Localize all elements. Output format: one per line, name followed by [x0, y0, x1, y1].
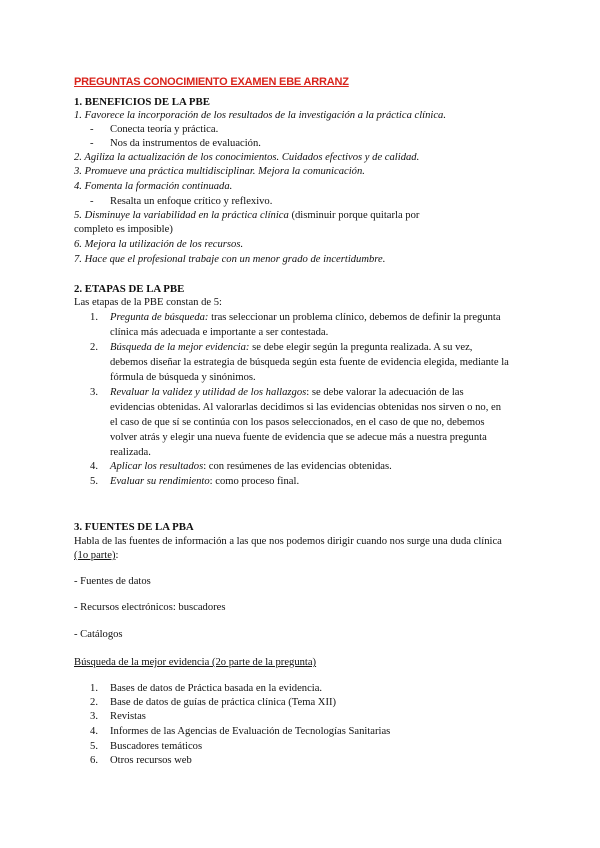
- benefit-5-note: (disminuir porque quitarla por: [288, 210, 420, 221]
- list-number: 2.: [90, 697, 98, 708]
- section1-heading: 1. BENEFICIOS DE LA PBE: [74, 96, 210, 108]
- stage-2-cont: debemos diseñar la estrategia de búsqueda según esta fuente de evidencia elegida, mediante la: [110, 357, 509, 368]
- benefit-5: [74, 209, 419, 223]
- benefit-1a: Conecta teoría y práctica.: [110, 124, 219, 135]
- list-number: 4.: [90, 461, 98, 472]
- list-number: 5.: [90, 476, 98, 487]
- section3-intro: Habla de las fuentes de información a las que nos podemos dirigir cuando nos surge una duda clínica: [74, 536, 502, 547]
- source-item: - Fuentes de datos: [74, 576, 151, 587]
- benefit-3: 3. Promueve una práctica multidisciplinar. Mejora la comunicación.: [74, 166, 365, 177]
- list-number: 2.: [90, 342, 98, 353]
- stage-2-cont: fórmula de búsqueda y sinónimos.: [110, 372, 256, 383]
- list-number: 4.: [90, 726, 98, 737]
- list-number: 1.: [90, 683, 98, 694]
- list-number: 5.: [90, 741, 98, 752]
- evidence-item: Revistas: [110, 711, 146, 722]
- evidence-item: Informes de las Agencias de Evaluación de Tecnologías Sanitarias: [110, 726, 391, 737]
- list-number: 3.: [90, 387, 98, 398]
- stage-2-title: Búsqueda de la mejor evidencia:: [110, 342, 250, 353]
- stage-3-text: : se debe valorar la adecuación de las: [306, 387, 464, 398]
- list-number: 1.: [90, 312, 98, 323]
- evidence-item: Otros recursos web: [110, 755, 192, 766]
- dash-bullet: -: [90, 138, 94, 149]
- stage-5-text: : como proceso final.: [209, 476, 300, 487]
- list-number: 3.: [90, 711, 98, 722]
- stage-4-title: Aplicar los resultados: [110, 461, 204, 472]
- benefit-5-cont: completo es imposible): [74, 224, 173, 235]
- dash-bullet: -: [90, 124, 94, 135]
- evidence-item: Base de datos de guías de práctica clínica (Tema XII): [110, 697, 337, 708]
- stage-1-cont: clínica más adecuada e importante a ser contestada.: [110, 327, 329, 338]
- benefit-4a: Resalta un enfoque crítico y reflexivo.: [110, 196, 273, 207]
- stage-3-cont: volver atrás y elegir una nueva fuente de evidencia que se adecue más a nuestra pregunta: [110, 432, 487, 443]
- benefit-7: 7. Hace que el profesional trabaje con un menor grado de incertidumbre.: [74, 254, 386, 265]
- benefit-5-italic: 5. Disminuye la variabilidad en la práctica clínica: [74, 210, 289, 221]
- subheading-best-evidence: Búsqueda de la mejor evidencia (2o parte de la pregunta): [74, 657, 317, 668]
- section2-intro: Las etapas de la PBE constan de 5:: [74, 297, 222, 308]
- stage-4-text: : con resúmenes de las evidencias obtenidas.: [203, 461, 392, 472]
- stage-2: [110, 341, 472, 355]
- benefit-1: 1. Favorece la incorporación de los resultados de la investigación a la práctica clínica.: [74, 110, 446, 121]
- stage-3-cont: evidencias obtenidas. Al valorarlas decidimos si las evidencias obtenidas nos sirven o no, en: [110, 402, 501, 413]
- stage-1-text: tras seleccionar un problema clínico, debemos de definir la pregunta: [208, 312, 501, 323]
- benefit-2: 2. Agiliza la actualización de los conocimientos. Cuidados efectivos y de calidad.: [74, 152, 420, 163]
- colon: :: [115, 550, 119, 561]
- stage-4: [110, 460, 392, 474]
- stage-3: [110, 386, 464, 400]
- stage-3-cont: realizada.: [110, 447, 151, 458]
- dash-bullet: -: [90, 196, 94, 207]
- section2-heading: 2. ETAPAS DE LA PBE: [74, 283, 185, 295]
- stage-1: [110, 311, 501, 325]
- benefit-1b: Nos da instrumentos de evaluación.: [110, 138, 261, 149]
- stage-5-title: Evaluar su rendimiento: [110, 476, 210, 487]
- document-title: PREGUNTAS CONOCIMIENTO EXAMEN EBE ARRANZ: [74, 76, 349, 88]
- evidence-item: Bases de datos de Práctica basada en la evidencia.: [110, 683, 323, 694]
- stage-5: [110, 475, 299, 489]
- section3-heading: 3. FUENTES DE LA PBA: [74, 521, 194, 533]
- stage-1-title: Pregunta de búsqueda:: [110, 312, 209, 323]
- source-item: - Recursos electrónicos: buscadores: [74, 602, 226, 613]
- source-item: - Catálogos: [74, 629, 123, 640]
- stage-2-text: se debe elegir según la pregunta realizada. A su vez,: [249, 342, 473, 353]
- stage-3-cont: el caso de que sí se continúa con los pasos seleccionados, en el caso de que no, debemos: [110, 417, 485, 428]
- part-1-label: (1o parte): [74, 550, 116, 561]
- section3-intro-cont: [74, 549, 118, 563]
- evidence-item: Buscadores temáticos: [110, 741, 203, 752]
- benefit-4: 4. Fomenta la formación continuada.: [74, 181, 233, 192]
- benefit-6: 6. Mejora la utilización de los recursos.: [74, 239, 244, 250]
- list-number: 6.: [90, 755, 98, 766]
- stage-3-title: Revaluar la validez y utilidad de los hallazgos: [110, 387, 307, 398]
